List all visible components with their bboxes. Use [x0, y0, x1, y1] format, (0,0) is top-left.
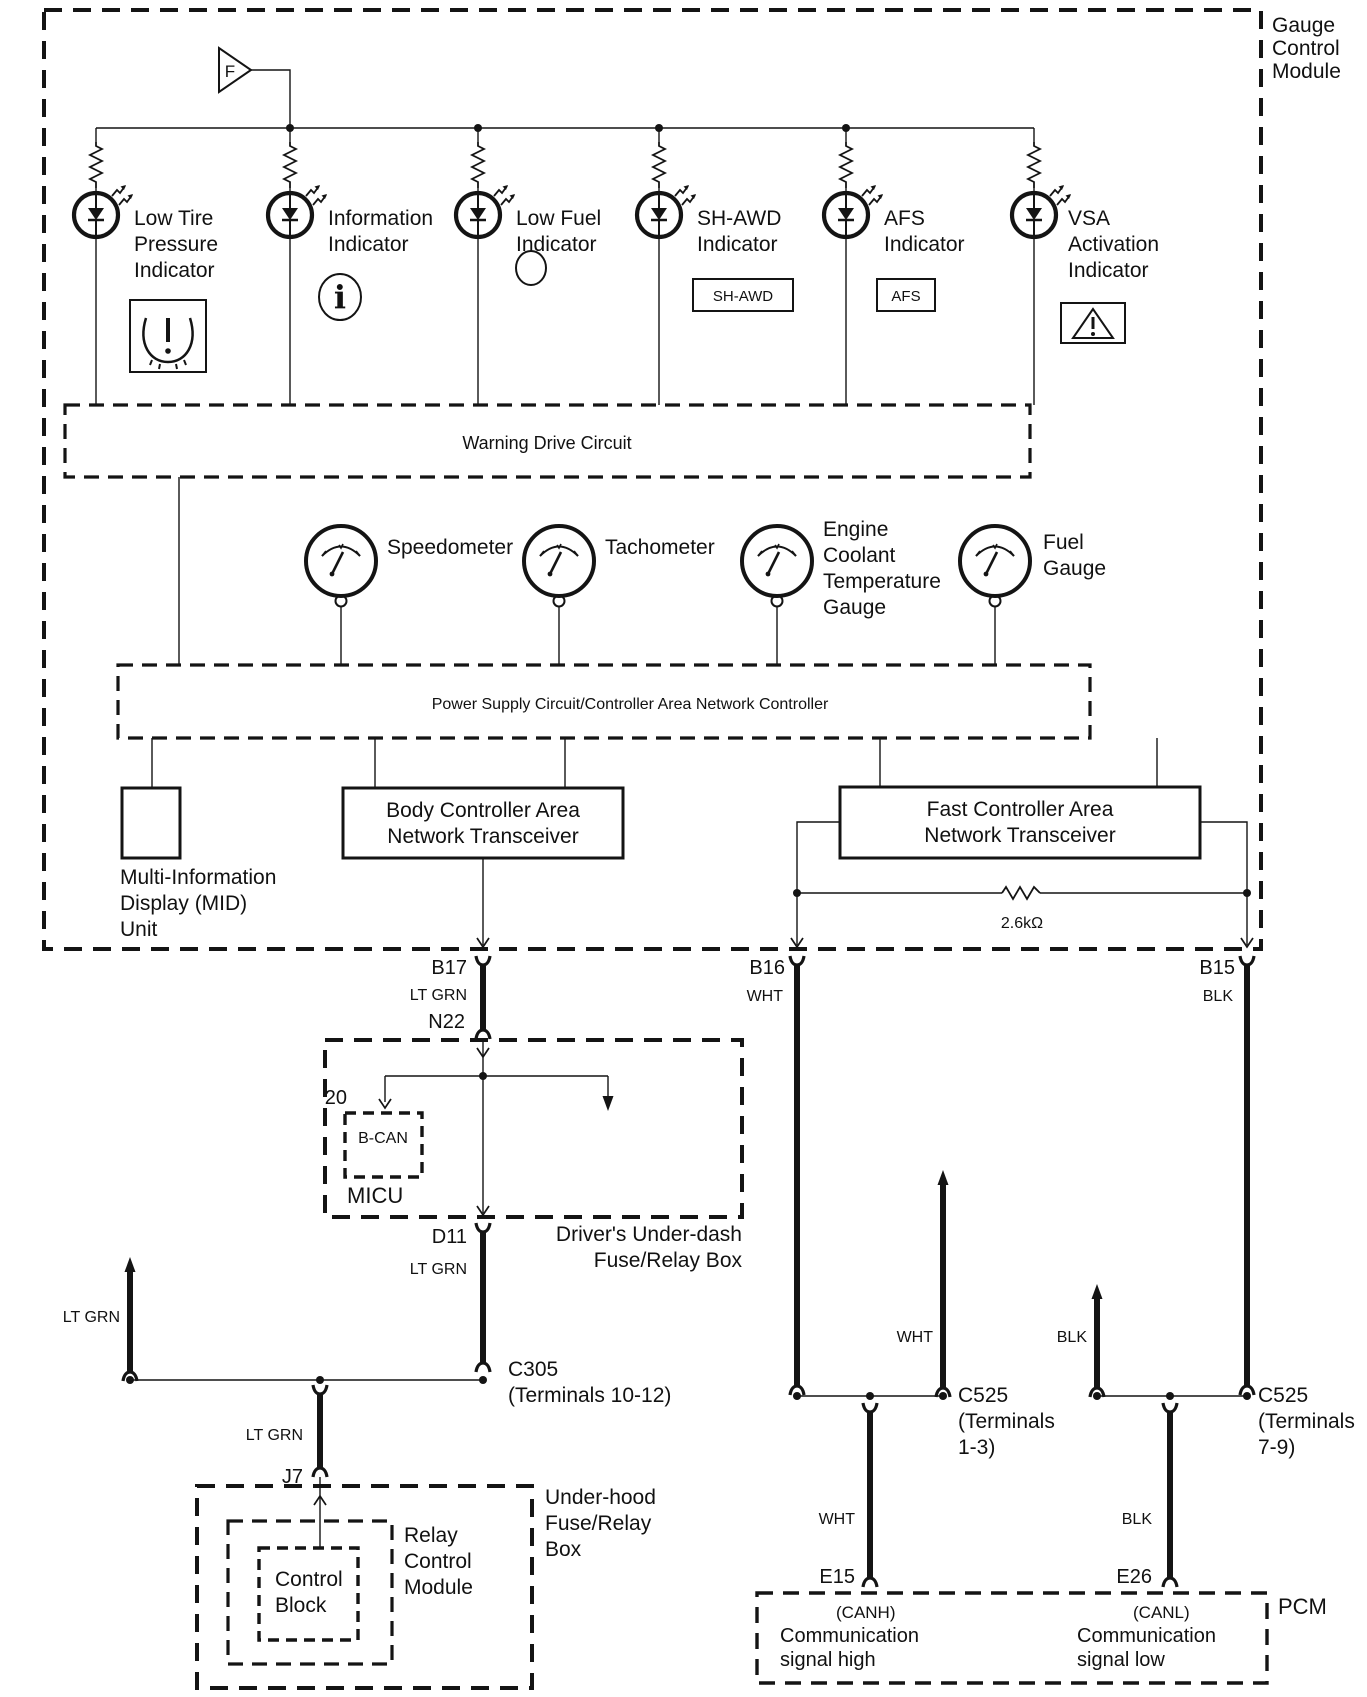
svg-text:Network Transceiver: Network Transceiver: [924, 824, 1116, 847]
svg-text:7-9): 7-9): [1258, 1436, 1296, 1459]
j7-wire: [246, 1385, 327, 1488]
svg-text:AFS: AFS: [891, 288, 921, 305]
svg-text:Display (MID): Display (MID): [120, 892, 248, 915]
svg-text:Communication: Communication: [780, 1625, 919, 1647]
svg-text:Block: Block: [275, 1594, 327, 1617]
svg-text:WHT: WHT: [818, 1511, 855, 1528]
gauges: [306, 518, 1106, 665]
connector-c525-left-label: C525: [958, 1384, 1009, 1407]
e26-wire: [1116, 1403, 1177, 1588]
connector-b17-label: B17: [431, 957, 467, 979]
svg-text:VSA: VSA: [1068, 207, 1111, 230]
svg-text:Pressure: Pressure: [134, 233, 219, 256]
connector-b15-label: B15: [1199, 957, 1235, 979]
drivers-underdash-fuse-relay-box: [325, 1040, 743, 1272]
svg-text:Relay: Relay: [404, 1524, 458, 1547]
afs-badge: [877, 279, 935, 311]
fuel-gauge-icon: [960, 526, 1030, 665]
svg-text:Multi-Information: Multi-Information: [120, 866, 277, 889]
svg-text:BLK: BLK: [1056, 1329, 1087, 1346]
low-tire-pressure-led-icon: [74, 193, 118, 237]
mid-unit-box: [122, 788, 180, 858]
svg-text:(Terminals: (Terminals: [958, 1410, 1055, 1433]
svg-text:Communication: Communication: [1077, 1625, 1216, 1647]
svg-text:Fuse/Relay Box: Fuse/Relay Box: [593, 1249, 742, 1272]
svg-text:WHT: WHT: [746, 988, 783, 1005]
svg-text:Control: Control: [1272, 37, 1340, 60]
svg-text:Indicator: Indicator: [328, 233, 409, 256]
svg-text:F: F: [224, 62, 236, 81]
svg-text:Temperature: Temperature: [823, 570, 941, 593]
svg-text:Module: Module: [404, 1576, 473, 1599]
svg-text:Indicator: Indicator: [516, 233, 597, 256]
resistor-value-label: 2.6kΩ: [1000, 915, 1044, 932]
information-icon: [319, 274, 361, 320]
svg-text:Control: Control: [275, 1568, 343, 1591]
relay-control-module-box: [228, 1521, 392, 1664]
svg-text:Control: Control: [404, 1550, 472, 1573]
sh-awd-badge: [693, 279, 793, 311]
svg-text:Unit: Unit: [120, 918, 158, 941]
svg-text:SH-AWD: SH-AWD: [697, 207, 782, 230]
svg-text:SH-AWD: SH-AWD: [712, 288, 774, 305]
connector-b16-label: B16: [749, 957, 785, 979]
tpms-icon: [130, 300, 206, 372]
svg-text:i: i: [333, 278, 347, 316]
svg-text:Fast Controller Area: Fast Controller Area: [926, 798, 1114, 821]
svg-text:Information: Information: [328, 207, 434, 230]
svg-text:Gauge: Gauge: [1272, 14, 1336, 37]
svg-text:(Terminals 10-12): (Terminals 10-12): [508, 1384, 672, 1407]
svg-text:LT GRN: LT GRN: [245, 1427, 303, 1444]
svg-text:Engine: Engine: [823, 518, 889, 541]
svg-text:Indicator: Indicator: [1068, 259, 1149, 282]
indicator-leds: [74, 128, 1071, 405]
connector-e26-label: E26: [1116, 1566, 1152, 1588]
svg-text:Module: Module: [1272, 60, 1341, 83]
micu-label: MICU: [347, 1183, 404, 1208]
underhood-fuse-relay-box: [197, 1477, 656, 1688]
c305-junction: [126, 1358, 671, 1407]
f-power-source-icon: [219, 48, 290, 128]
information-led-icon: [268, 193, 312, 237]
coolant-temp-gauge-icon: [742, 526, 812, 665]
svg-text:Box: Box: [545, 1538, 582, 1561]
low-fuel-lamp-icon: [516, 251, 546, 285]
svg-text:Under-hood: Under-hood: [545, 1486, 656, 1509]
svg-text:Fuel: Fuel: [1043, 531, 1084, 554]
warning-drive-circuit-label: Warning Drive Circuit: [462, 433, 632, 453]
svg-text:(Terminals: (Terminals: [1258, 1410, 1355, 1433]
svg-text:Indicator: Indicator: [697, 233, 778, 256]
c525-left-junction: [793, 1170, 1055, 1459]
canh-label: (CANH): [836, 1603, 896, 1622]
svg-text:Driver's Under-dash: Driver's Under-dash: [555, 1223, 742, 1246]
connector-c525-right-label: C525: [1258, 1384, 1309, 1407]
sh-awd-led-icon: [637, 193, 681, 237]
low-fuel-led-icon: [456, 193, 500, 237]
svg-text:AFS: AFS: [884, 207, 925, 230]
pcm-label: PCM: [1278, 1594, 1327, 1619]
body-can-transceiver: [343, 738, 623, 947]
connector-n22-label: N22: [428, 1011, 465, 1033]
micu-pin-20-label: 20: [324, 1087, 347, 1109]
speedometer-gauge-icon: [306, 526, 376, 665]
b-can-label: B-CAN: [358, 1130, 408, 1147]
lt-grn-branch-arrow: [63, 1257, 137, 1381]
vsa-led-icon: [1012, 193, 1056, 237]
svg-text:BLK: BLK: [1202, 988, 1233, 1005]
svg-text:Tachometer: Tachometer: [605, 536, 715, 559]
tachometer-gauge-icon: [524, 526, 594, 665]
svg-text:signal high: signal high: [780, 1649, 876, 1671]
connector-c305-label: C305: [508, 1358, 559, 1381]
svg-text:Coolant: Coolant: [823, 544, 896, 567]
e15-wire: [819, 1403, 877, 1588]
afs-led-icon: [824, 193, 868, 237]
svg-text:Gauge: Gauge: [823, 596, 887, 619]
svg-text:signal low: signal low: [1077, 1649, 1165, 1671]
power-supply-circuit-label: Power Supply Circuit/Controller Area Network Controller: [431, 696, 829, 713]
b15-wire: [1199, 956, 1254, 1395]
svg-text:LT GRN: LT GRN: [62, 1309, 120, 1326]
svg-text:Activation: Activation: [1068, 233, 1160, 256]
svg-text:Body Controller Area: Body Controller Area: [386, 799, 580, 822]
svg-text:Low Tire: Low Tire: [134, 207, 214, 230]
terminating-resistor: [793, 887, 1251, 932]
svg-text:Fuse/Relay: Fuse/Relay: [545, 1512, 652, 1535]
svg-text:Indicator: Indicator: [134, 259, 215, 282]
pcm-box: [757, 1593, 1327, 1683]
connector-d11-label: D11: [431, 1226, 467, 1248]
d11-wire: [410, 1223, 490, 1372]
vsa-warning-triangle-icon: [1061, 303, 1125, 343]
indicator-labels: [134, 207, 1159, 282]
svg-text:LT GRN: LT GRN: [409, 1261, 467, 1278]
svg-text:Indicator: Indicator: [884, 233, 965, 256]
b17-wire: [410, 956, 490, 1039]
svg-text:WHT: WHT: [896, 1329, 933, 1346]
svg-text:Gauge: Gauge: [1043, 557, 1107, 580]
svg-text:Speedometer: Speedometer: [387, 536, 514, 559]
gauge-control-module-label: [1272, 14, 1341, 83]
connector-e15-label: E15: [819, 1566, 855, 1588]
svg-text:1-3): 1-3): [958, 1436, 996, 1459]
connector-j7-label: J7: [281, 1466, 303, 1488]
mid-unit: [120, 738, 276, 941]
b16-wire: [747, 956, 804, 1395]
svg-text:LT GRN: LT GRN: [409, 987, 467, 1004]
svg-text:Network Transceiver: Network Transceiver: [387, 825, 579, 848]
canl-label: (CANL): [1133, 1603, 1190, 1622]
c525-right-junction: [1057, 1284, 1355, 1459]
svg-text:BLK: BLK: [1121, 1511, 1152, 1528]
svg-text:Low Fuel: Low Fuel: [516, 207, 602, 230]
